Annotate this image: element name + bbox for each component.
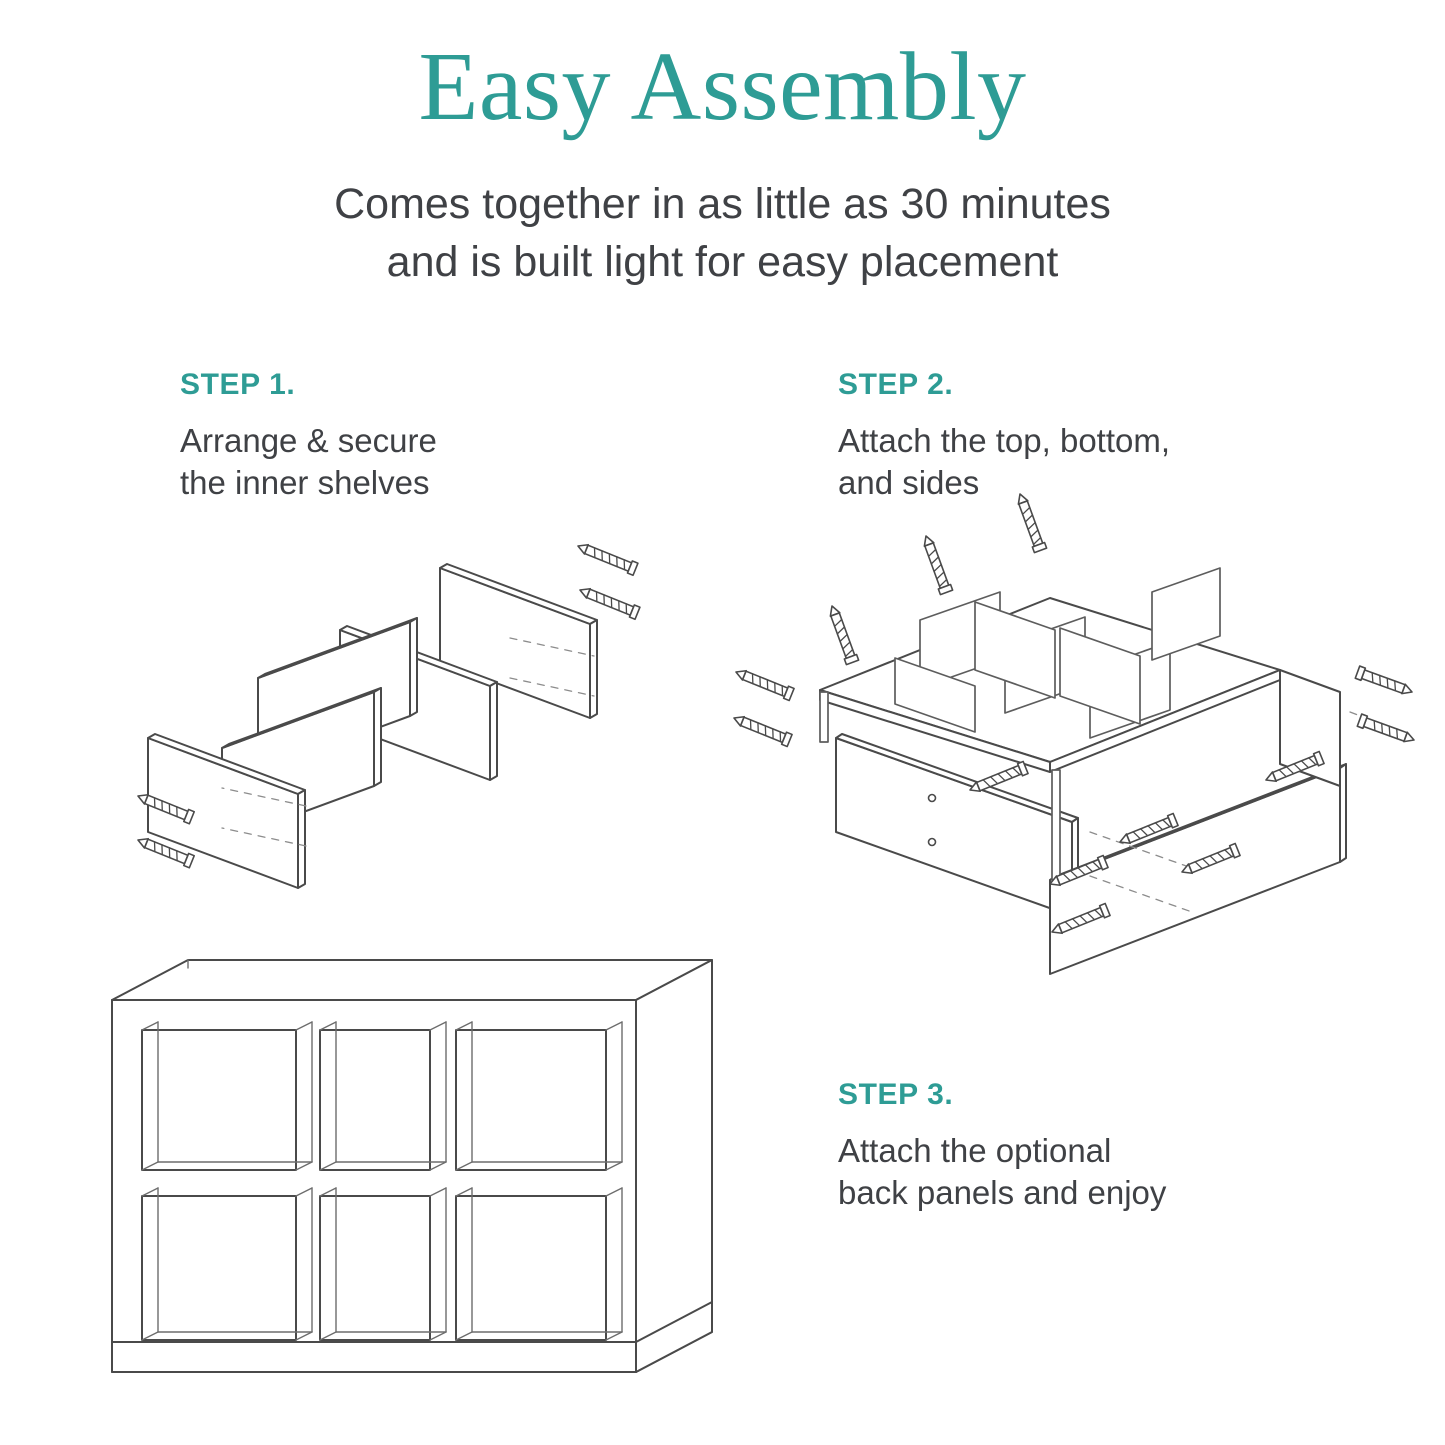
step-3-text (838, 1130, 1308, 1214)
step-3-illustration (80, 940, 740, 1390)
step-1-illustration (110, 520, 670, 940)
screw-icon (576, 540, 638, 575)
screw-icon (1357, 714, 1416, 746)
step-3-text-line-1: Attach the optional (838, 1132, 1112, 1169)
exploded-shelf-diagram-step1 (110, 520, 670, 940)
step-2-label: STEP 2. (838, 368, 954, 401)
step-1-label: STEP 1. (180, 368, 296, 401)
screw-icon (920, 534, 953, 595)
page-title: Easy Assembly (418, 33, 1027, 141)
screw-icon (826, 604, 859, 665)
screw-hole (929, 839, 936, 846)
screw-icon (1355, 666, 1414, 698)
page-subtitle (0, 175, 1445, 291)
bookshelf-top (112, 960, 712, 1000)
step-2-text-line-2: and sides (838, 464, 980, 502)
step-3-label: STEP 3. (838, 1078, 954, 1111)
subtitle-line-1: Comes together in as little as 30 minutes (334, 180, 1111, 228)
step-1-text (180, 420, 600, 504)
step-2-illustration (720, 480, 1420, 980)
step-1-text-line-2: the inner shelves (180, 464, 430, 502)
screw-icon (1014, 492, 1047, 553)
screw-icon (578, 584, 640, 619)
bookshelf-front-frame (112, 1000, 636, 1372)
finished-bookshelf-diagram-step3 (80, 940, 740, 1390)
step-1-text-line-1: Arrange & secure (180, 422, 437, 459)
screw-icon (734, 666, 795, 701)
step-3-block (838, 1078, 1308, 1214)
exploded-frame-diagram-step2 (720, 480, 1420, 980)
screw-icon (732, 712, 793, 747)
subtitle-line-2: and is built light for easy placement (386, 238, 1059, 287)
step-3-text-line-2: back panels and enjoy (838, 1174, 1167, 1212)
step-2-text-line-1: Attach the top, bottom, (838, 422, 1171, 459)
screw-hole (929, 795, 936, 802)
step-1-block (180, 368, 600, 504)
